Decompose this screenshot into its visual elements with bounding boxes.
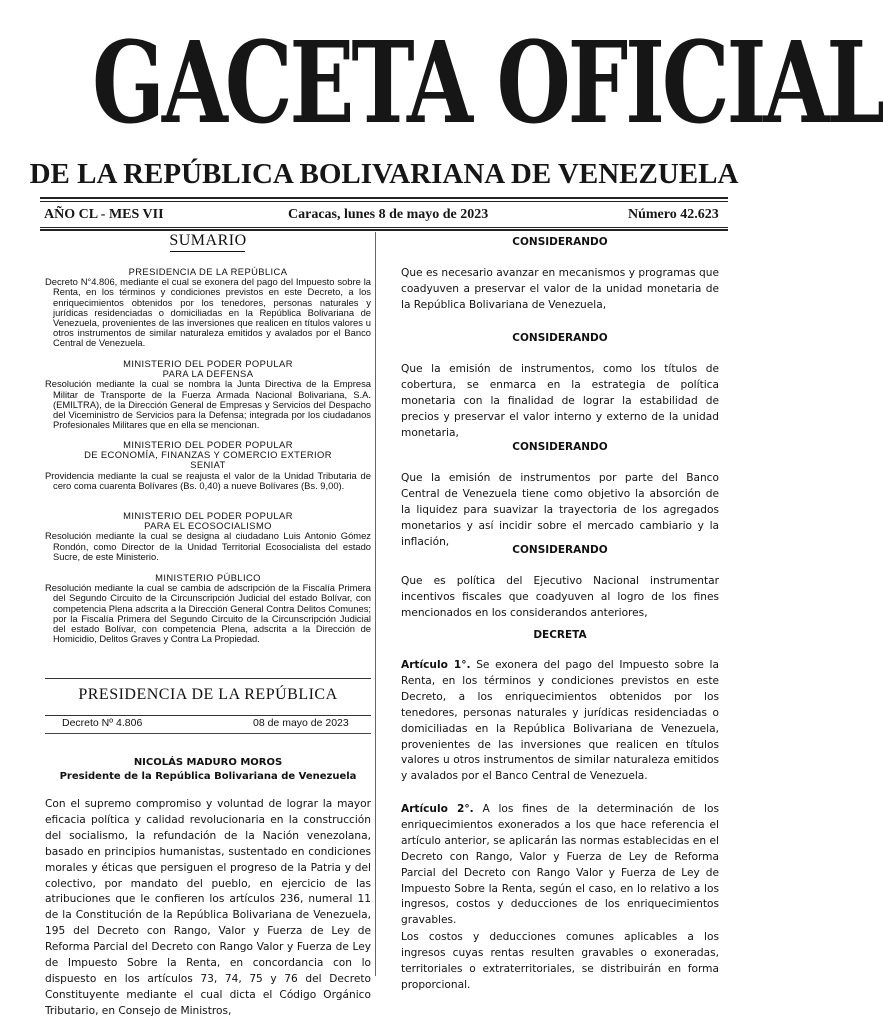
- sumario-section-heading: MINISTERIO DEL PODER POPULAR: [123, 510, 293, 521]
- president-title: Presidente de la República Bolivariana de Venezuela: [59, 771, 357, 782]
- article-2: [401, 802, 719, 929]
- sumario-section-heading: DE ECONOMÍA, FINANZAS Y COMERCIO EXTERIOR: [84, 449, 332, 461]
- masthead-rule-top-thin: [40, 201, 728, 202]
- considerando-heading: CONSIDERANDO: [512, 441, 608, 453]
- column-divider: [375, 232, 376, 976]
- article-2-paragraph: Los costos y deducciones comunes aplicables a los ingresos cuyas rentas resulten gravables o exoneradas, territoriales o extraterritoriales, se distribuirán en forma proporcional.: [401, 931, 719, 991]
- article-1-label: Artículo 1°.: [401, 659, 471, 671]
- considerando-text: Que es política del Ejecutivo Nacional instrumentar incentivos fiscales que coadyuven al logro de los fines mencionados en los considerandos anteriores,: [401, 575, 719, 619]
- sumario-section-heading: MINISTERIO PÚBLICO: [155, 572, 261, 583]
- sumario-section-heading: PARA EL ECOSOCIALISMO: [144, 520, 272, 532]
- masthead-rule-top: [40, 197, 728, 199]
- sumario-section: [45, 267, 371, 349]
- sumario-section-body: Resolución mediante la cual se cambia de adscripción de la Fiscalía Primera del Segundo Circuito de la Circunscripción Judicial del estado Bolívar, con competencia Plena adscrita a la Dirección General Contra Delitos Comunes; por la Fiscalía Primera del Segundo Circuito de la Circunscripción Judicial del estado Bolívar, con competencia Plena, adscrita a la Dirección de Homicidio, Delitos Graves y Contra La Propiedad.: [45, 582, 371, 645]
- article-2-label: Artículo 2°.: [401, 803, 474, 815]
- considerando-text: Que la emisión de instrumentos por parte del Banco Central de Venezuela tiene como objetivo la absorción de la liquidez para suavizar la trayectoria de los agregados monetarios y así incidir sobre el mercado cambiario y la inflación,: [401, 472, 719, 548]
- decree-date: 08 de mayo de 2023: [253, 717, 349, 729]
- masthead-rule-bottom-thick: [40, 229, 728, 231]
- considerando-heading: CONSIDERANDO: [512, 236, 608, 248]
- considerando-heading: CONSIDERANDO: [512, 544, 608, 556]
- sumario-underline: [170, 251, 245, 252]
- gazette-subtitle: DE LA REPÚBLICA BOLIVARIANA DE VENEZUELA: [29, 158, 739, 190]
- sumario-section-body: Decreto N°4.806, mediante el cual se exonera del pago del Impuesto sobre la Renta, en los términos y condiciones previstos en este Decreto, a los enriquecimientos obtenidos por los tenedores, personas naturales y jurídicas residenciadas o domiciliadas en la República Bolivariana de Venezuela, provenientes de las inversiones que realicen en títulos valores u otros instrumentos de similar naturaleza emitidos y avalados por el Banco Central de Venezuela.: [45, 276, 371, 349]
- sumario-section-heading: SENIAT: [190, 459, 226, 471]
- sumario-section-body: Resolución mediante la cual se nombra la Junta Directiva de la Empresa Militar de Transporte de la Fuerza Armada Nacional Bolivariana, S.A. (EMILTRA), de la Dirección General de Empresas y Servicios del Despacho del Viceministro de Servicios para la Defensa; integrada por los ciudadanos Profesionales Militares que en ella se mencionan.: [45, 378, 371, 431]
- decree-intro: Con el supremo compromiso y voluntad de lograr la mayor eficacia política y calidad revolucionaria en la construcción del socialismo, la refundación de la Nación venezolana, basado en principios humanistas, sustentado en condiciones morales y éticas que persiguen el progreso de la Patria y del colectivo, por mandato del pueblo, en ejercicio de las atribuciones que le confieren los artículos 236, numeral 11 de la Constitución de la República Bolivariana de Venezuela, 195 del Decreto con Rango, Valor y Fuerza de Ley de Reforma Parcial del Decreto con Rango Valor y Fuerza de Ley de Impuesto Sobre la Renta, en concordancia con lo dispuesto en los artículos 73, 74, 75 y 76 del Decreto Constituyente mediante el cual dicta el Código Orgánico Tributario, en Consejo de Ministros,: [45, 798, 371, 1017]
- article-1-text: Se exonera del pago del Impuesto sobre la Renta, en los términos y condiciones previstos en este Decreto, a los enriquecimientos obtenidos por los tenedores, personas naturales y jurídicas residenciadas o domiciliadas en la República Bolivariana de Venezuela, provenientes de las inversiones que realicen en títulos valores u otros instrumentos de similar naturaleza emitidos y avalados por el Banco Central de Venezuela.: [401, 659, 719, 783]
- considerando-heading: CONSIDERANDO: [512, 332, 608, 344]
- sumario-section-heading: PARA LA DEFENSA: [162, 368, 254, 380]
- considerando-text: Que es necesario avanzar en mecanismos y programas que coadyuven a preservar el valor de la unidad monetaria de la República Bolivariana de Venezuela,: [401, 267, 719, 311]
- issue-year: AÑO CL - MES VII: [44, 207, 164, 222]
- issue-number: Número 42.623: [628, 207, 719, 222]
- article-1: [401, 658, 719, 785]
- decreta-heading: DECRETA: [533, 629, 587, 641]
- gazette-title: GACETA OFICIAL: [92, 18, 883, 149]
- sumario-section-heading: PRESIDENCIA DE LA REPÚBLICA: [128, 266, 288, 277]
- president-name: NICOLÁS MADURO MOROS: [133, 757, 283, 768]
- presidencia-title: PRESIDENCIA DE LA REPÚBLICA: [78, 686, 338, 703]
- sumario-title: SUMARIO: [169, 232, 247, 249]
- sumario-section: [45, 440, 371, 491]
- sumario-section-heading: MINISTERIO DEL PODER POPULAR: [123, 358, 293, 369]
- masthead-rule-bottom: [40, 227, 728, 228]
- considerando-text: Que la emisión de instrumentos, como los títulos de cobertura, se enmarca en la estrategia de política monetaria con la finalidad de lograr la estabilidad de precios y preservar el valor interno y externo de la unidad monetaria,: [401, 363, 719, 439]
- issue-place-date: Caracas, lunes 8 de mayo de 2023: [288, 207, 489, 222]
- decree-number: Decreto Nº 4.806: [62, 717, 143, 729]
- decree-rule: [45, 733, 371, 734]
- sumario-section: [45, 511, 371, 562]
- sumario-section-heading: MINISTERIO DEL PODER POPULAR: [123, 439, 293, 450]
- article-2-text: A los fines de la determinación de los enriquecimientos exonerados a los que hace referencia el artículo anterior, se aplicarán las normas establecidas en el Decreto con Rango, Valor y Fuerza de Ley de Reforma Parcial del Decreto con Rango Valor y Fuerza de Ley de Impuesto Sobre la Renta, según el caso, en lo relativo a los ingresos, costos y deducciones de los enriquecimientos gravables.: [401, 803, 719, 927]
- sumario-section: [45, 573, 371, 644]
- sumario-section-body: Resolución mediante la cual se designa al ciudadano Luis Antonio Gómez Rondón, como Director de la Unidad Territorial Ecosocialista del estado Sucre, de este Ministerio.: [45, 530, 371, 562]
- sumario-section: [45, 359, 371, 430]
- sumario-section-body: Providencia mediante la cual se reajusta el valor de la Unidad Tributaria de cero coma cuarenta Bolívares (Bs. 0,40) a nueve Bolívares (Bs. 9,00).: [45, 469, 371, 491]
